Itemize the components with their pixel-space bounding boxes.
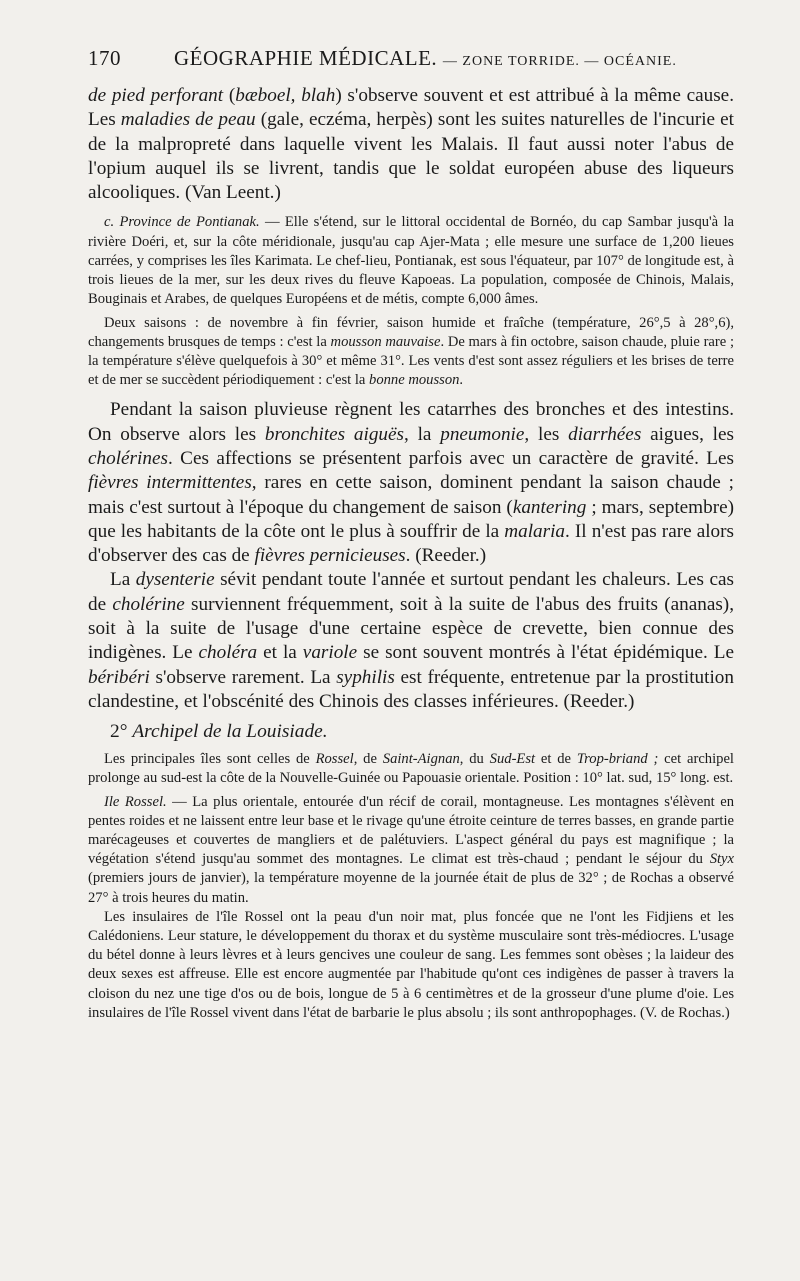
paragraph-saisons: Deux saisons : de novembre à fin février, saison humide et fraîche (température, 26°,5 à 28°,6), changements brusques de temps : c'est la mousson mauvaise. De mars à fin octobre, saison chaude, pluie rare ; la température s'élève quelquefois à 30° et même 31°. Les vents d'est sont assez réguliers et les brises de terre et de mer se succèdent périodiquement : c'est la bonne mousson. bbox=[88, 314, 735, 389]
paragraph-ile-rossel: Ile Rossel. — La plus orientale, entourée d'un récif de corail, montagneuse. Les montagnes s'élèvent en pentes roides et ne laissent entre leur base et le rivage qu'une étroite ceinture de terres basses, en grande partie marécageuses et couvertes de mangliers et de palétuviers. L'aspect général du pays est magnifique ; la végétation s'étend jusqu'au sommet des montagnes. Le climat est très-chaud ; pendant le séjour du Styx (premiers jours de janvier), la température moyenne de la journée était de plus de 32° ; de Rochas a observé 27° à trois heures du matin. bbox=[88, 793, 735, 906]
section-heading-louisiade: 2° Archipel de la Louisiade. bbox=[110, 721, 328, 743]
paragraph-principales-iles: Les principales îles sont celles de Rossel, de Saint-Aignan, du Sud-Est et de Trop-briand ; cet archipel prolonge au sud-est la côte de la Nouvelle-Guinée ou Papouasie orientale. Position : 10° lat. sud, 15° long. est. bbox=[88, 751, 734, 787]
paragraph-saison-pluvieuse: Pendant la saison pluvieuse règnent les catarrhes des bronches et des intestins. On observe alors les bronchites aiguës, la pneumonie, les diarrhées aigues, les cholérines. Ces affections se présentent parfois avec un caractère de gravité. Les fièvres intermittentes, rares en cette saison, dominent pendant la saison chaude ; mais c'est surtout à l'époque du changement de saison (kantering ; mars, septembre) que les habitants de la côte ont le plus à souffrir de la malaria. Il n'est pas rare alors d'observer des cas de fièvres pernicieuses. (Reeder.) bbox=[88, 399, 734, 567]
paragraph-insulaires: Les insulaires de l'île Rossel ont la peau d'un noir mat, plus foncée que ne l'ont les Fidjiens et les Calédoniens. Leur stature, le développement du thorax et du système musculaire sont très-médiocres. L'usage du bétel donne à leurs lèvres et à leurs gencives une couleur de sang. Les femmes sont obèses ; la laideur des deux sexes est affreuse. Elle est encore augmentée par l'habitude qu'ont ces indigènes de passer à travers la cloison du nez une tige d'os ou de bois, longue de 5 à 6 centimètres et de la grosseur d'une plume d'oie. Les insulaires de l'île Rossel vivent dans l'état de barbarie le plus absolu ; ils sont anthropophages. (V. de Rochas.) bbox=[88, 908, 734, 1021]
paragraph-peau: de pied perforant (bæboel, blah) s'observe souvent et est attribué à la même cause. Les maladies de peau (gale, eczéma, herpès) sont les suites naturelles de l'incurie et de la malpropreté dans laquelle vivent les Malais. Il faut aussi noter l'abus de l'opium auquel ils se livrent, tandis que le soldat européen abuse des liqueurs alcooliques. (Van Leent.) bbox=[88, 85, 735, 204]
header-title: GÉOGRAPHIE MÉDICALE. — ZONE TORRIDE. — OCÉANIE. bbox=[174, 46, 677, 70]
header-subtitle: — ZONE TORRIDE. — OCÉANIE. bbox=[442, 54, 677, 69]
paragraph-pontianak: c. Province de Pontianak. — Elle s'étend, sur le littoral occidental de Bornéo, du cap Sambar jusqu'à la rivière Doéri, et, sur la côte méridionale, jusqu'au cap Ajer-Mata ; elle mesure une surface de 1,200 lieues carrées, y comprises les îles Karimata. Le chef-lieu, Pontianak, est sous l'équateur, par 107° de longitude est, à trois lieues de la mer, sur les deux rives du fleuve Kapoeas. La population, composée de Chinois, Malais, Bouginais et Arabes, de quelques Européens et de métis, compte 6,000 âmes. bbox=[88, 214, 734, 308]
paragraph-dysenterie: La dysenterie sévit pendant toute l'année et surtout pendant les chaleurs. Les cas de cholérine surviennent fréquemment, soit à la suite de l'abus des fruits (ananas), soit à la suite de l'usage d'une certaine espèce de crevette, bien connue des indigènes. Le choléra et la variole se sont souvent montrés à l'état épidémique. Le béribéri s'observe rarement. La syphilis est fréquente, entretenue par la prostitution clandestine, et l'obscénité des Chinois des classes inférieures. (Reeder.) bbox=[88, 569, 734, 712]
page-number: 170 bbox=[88, 46, 121, 70]
page-body bbox=[88, 84, 734, 1023]
